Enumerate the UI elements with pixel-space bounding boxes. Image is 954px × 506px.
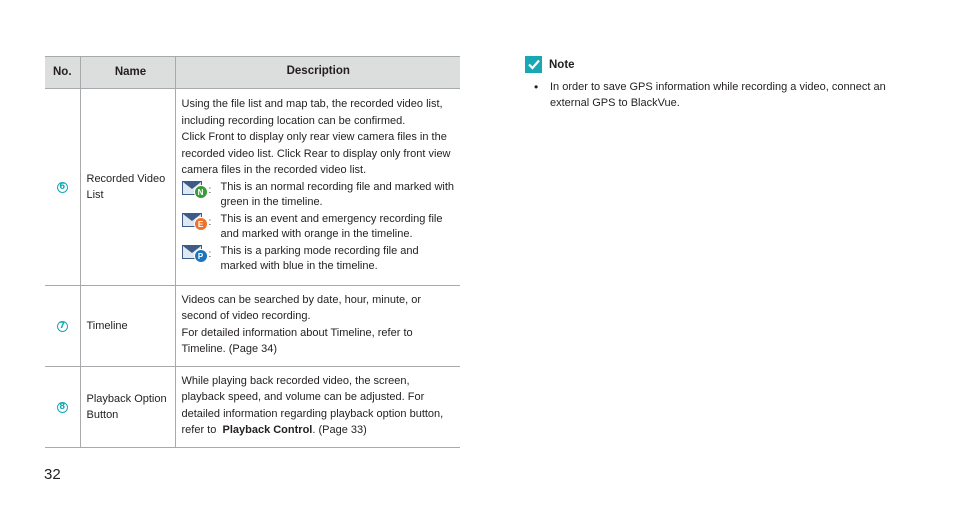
table-header-row <box>45 57 460 89</box>
file-type-item <box>182 180 456 211</box>
row-number: 8 <box>57 402 68 413</box>
note-box <box>525 56 915 111</box>
note-header <box>525 56 915 73</box>
file-type-item <box>182 212 456 243</box>
row-description <box>175 285 460 366</box>
header-no: No. <box>45 57 80 89</box>
checkmark-icon <box>525 56 542 73</box>
table-row <box>45 285 460 366</box>
page-ref: . (Page 33) <box>312 424 367 436</box>
row-number: 7 <box>57 321 68 332</box>
normal-file-icon: N : <box>182 180 221 198</box>
badge-letter: E <box>194 217 208 231</box>
playback-control-ref: Playback Control <box>222 424 313 436</box>
table-row <box>45 366 460 447</box>
bullet-icon: • <box>534 80 539 94</box>
parking-file-icon: P : <box>182 244 221 262</box>
page-number: 32 <box>44 466 61 483</box>
row-number: 6 <box>57 182 68 193</box>
description-text: Using the file list and map tab, the recorded video list, including recording location can be confirmed. <box>181 98 443 127</box>
row-description <box>175 366 460 447</box>
file-type-text: This is an normal recording file and marked with green in the timeline. <box>220 180 455 209</box>
row-name: Timeline <box>80 285 175 366</box>
note-bullet-item <box>525 79 915 111</box>
event-file-icon: E : <box>182 212 221 230</box>
description-table <box>45 56 460 448</box>
badge-letter: N <box>194 185 208 199</box>
badge-letter: P <box>194 249 208 263</box>
header-name: Name <box>80 57 175 89</box>
description-text: While playing back recorded video, the screen, playback speed, and volume can be adjusted. For detailed information regarding playback option button, refer to <box>181 374 444 436</box>
note-text: In order to save GPS information while recording a video, connect an external GPS to BlackVue. <box>550 81 886 109</box>
description-text: For detailed information about Timeline, refer to Timeline. (Page 34) <box>181 326 413 355</box>
description-text: Click Front to display only rear view camera files in the recorded video list. Click Rear to display only front view camera files in the recorded video list. <box>181 131 451 177</box>
file-type-item <box>182 244 456 275</box>
file-type-text: This is an event and emergency recording file and marked with orange in the timeline. <box>220 212 443 241</box>
file-type-text: This is a parking mode recording file and marked with blue in the timeline. <box>220 244 419 273</box>
row-name: Playback Option Button <box>80 366 175 447</box>
note-title: Note <box>549 58 575 71</box>
table-row <box>45 88 460 285</box>
description-text: Videos can be searched by date, hour, minute, or second of video recording. <box>181 293 422 322</box>
row-name: Recorded Video List <box>80 88 175 285</box>
header-description: Description <box>175 57 460 89</box>
row-description <box>175 88 460 285</box>
